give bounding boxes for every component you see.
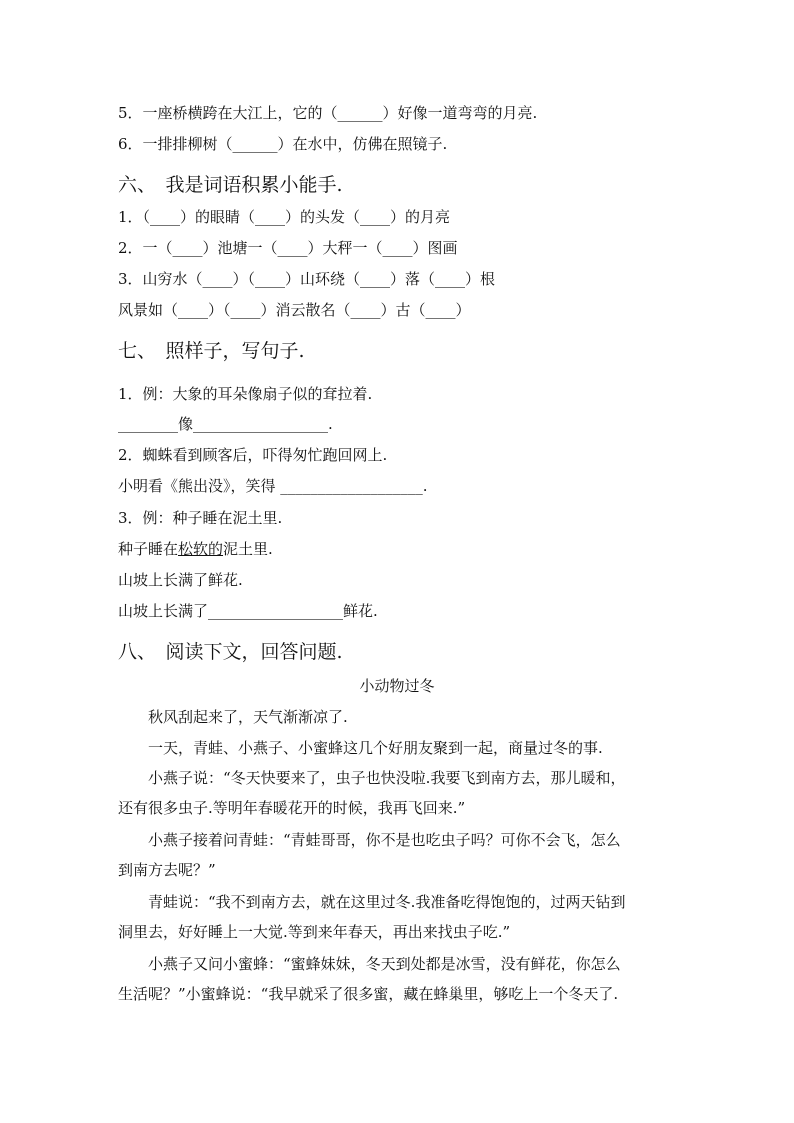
- model-underlined-word: 松软的: [178, 540, 224, 558]
- model-text-pre: 种子睡在: [118, 540, 179, 558]
- story-paragraph-3: 小燕子说：“冬天快要来了，虫子也快没啦.我要飞到南方去，那儿暖和，: [148, 769, 626, 787]
- story-paragraph-3-cont: 还有很多虫子.等明年春暖花开的时候，我再飞回来.”: [118, 799, 466, 817]
- model-text-post: 泥土里.: [223, 540, 273, 558]
- section-7-blank-1: ________像__________________.: [118, 415, 333, 433]
- story-title: 小动物过冬: [359, 677, 435, 695]
- story-paragraph-1: 秋风刮起来了，天气渐渐凉了.: [148, 708, 348, 726]
- story-paragraph-4-cont: 到南方去呢？”: [118, 861, 216, 879]
- section-7-example-1: 1．例：大象的耳朵像扇子似的耷拉着.: [118, 385, 373, 403]
- section-7-example-2: 2．蜘蛛看到顾客后，吓得匆忙跑回网上.: [118, 446, 388, 464]
- section-6-item-3: 3．山穷水（____）（____）山环绕（____）落（____）根: [118, 270, 496, 288]
- section-7-example-3: 3．例：种子睡在泥土里.: [118, 509, 283, 527]
- story-paragraph-6-cont: 生活呢？”小蜜蜂说：“我早就采了很多蜜，藏在蜂巢里，够吃上一个冬天了.: [118, 985, 619, 1003]
- section-6-item-3-cont: 风景如（____）（____）消云散名（____）古（____）: [118, 301, 471, 319]
- story-paragraph-5: 青蛙说：“我不到南方去，就在这里过冬.我准备吃得饱饱的，过两天钻到: [148, 893, 626, 911]
- section-6-heading: 六、 我是词语积累小能手.: [118, 174, 343, 196]
- section-8-heading: 八、 阅读下文，回答问题.: [118, 641, 343, 663]
- story-paragraph-4: 小燕子接着问青蛙：“青蛙哥哥，你不是也吃虫子吗？可你不会飞，怎么: [148, 831, 621, 849]
- section-7-blank-2: 小明看《熊出没》，笑得 ___________________.: [118, 477, 428, 495]
- question-5: 5．一座桥横跨在大江上，它的（______）好像一道弯弯的月亮.: [118, 104, 538, 122]
- section-6-item-1: 1．（____）的眼睛（____）的头发（____）的月亮: [118, 208, 451, 226]
- section-7-blank-3: 山坡上长满了__________________鲜花.: [118, 602, 378, 620]
- story-paragraph-6: 小燕子又问小蜜蜂：“蜜蜂妹妹，冬天到处都是冰雪，没有鲜花，你怎么: [148, 955, 621, 973]
- section-6-item-2: 2．一（____）池塘一（____）大秤一（____）图画: [118, 239, 458, 257]
- section-7-heading: 七、 照样子，写句子.: [118, 340, 305, 362]
- section-7-sentence-3: 山坡上长满了鲜花.: [118, 571, 243, 589]
- story-paragraph-2: 一天，青蛙、小燕子、小蜜蜂这几个好朋友聚到一起，商量过冬的事.: [148, 739, 603, 757]
- question-6: 6．一排排柳树（______）在水中，仿佛在照镜子.: [118, 135, 448, 153]
- story-paragraph-5-cont: 洞里去，好好睡上一大觉.等到来年春天，再出来找虫子吃.”: [118, 923, 511, 941]
- section-7-example-3-model: [118, 538, 273, 559]
